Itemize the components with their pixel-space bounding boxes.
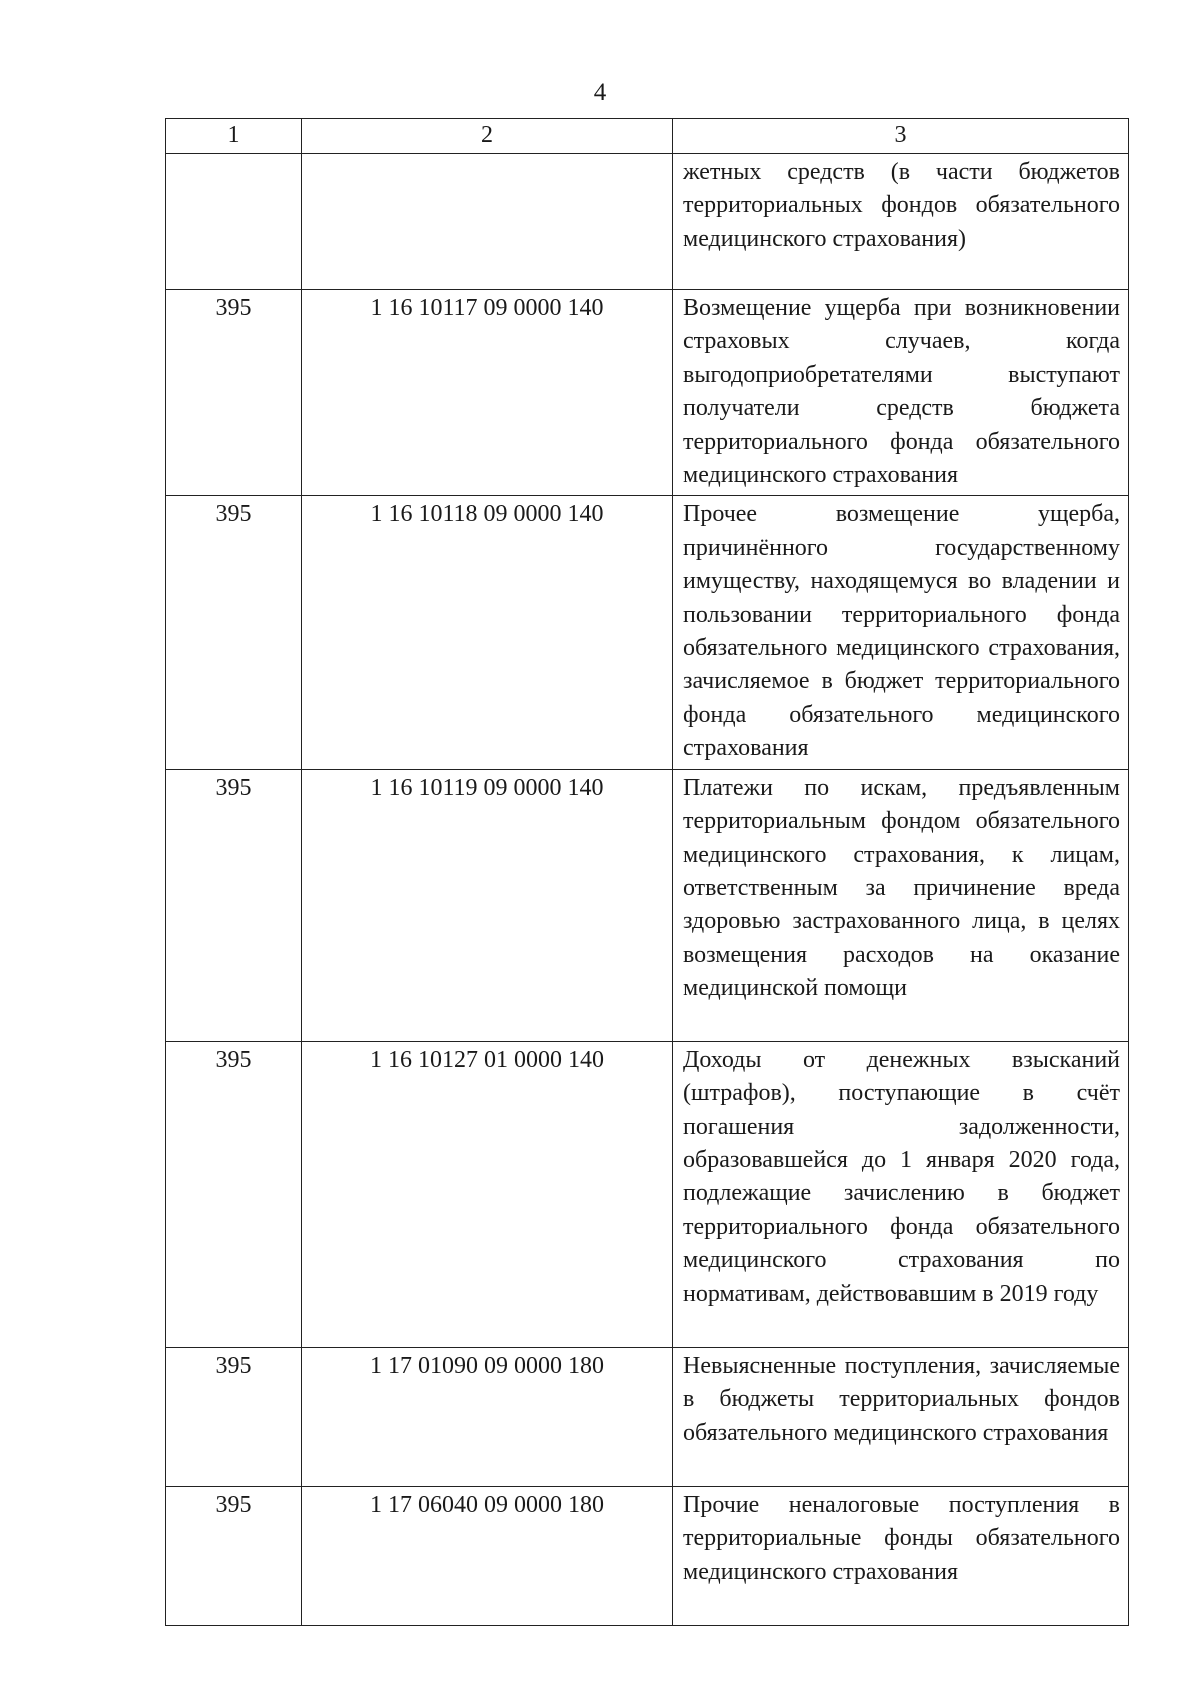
table-row	[166, 496, 1129, 769]
revenue-name-cell: Прочее возмещение ущерба, причинённого государственному имуществу, находящемуся во владении и пользовании территориального фонда обязательного медицинского страхования, зачисляемое в бюджет территориального фонда обязательного медицинского страхования	[673, 496, 1129, 769]
column-header-3: 3	[673, 119, 1129, 154]
column-header-2: 2	[302, 119, 673, 154]
page-number: 4	[593, 79, 607, 106]
admin-code-cell: 395	[166, 1041, 302, 1347]
revenue-name-cell: Прочие неналоговые поступления в территориальные фонды обязательного медицинского страхования	[673, 1486, 1129, 1625]
kbk-code-cell: 1 16 10119 09 0000 140	[302, 769, 673, 1041]
kbk-code-cell: 1 17 06040 09 0000 180	[302, 1486, 673, 1625]
admin-code-cell: 395	[166, 496, 302, 769]
column-header-1: 1	[166, 119, 302, 154]
kbk-code-cell: 1 16 10127 01 0000 140	[302, 1041, 673, 1347]
revenue-name-cell: Невыясненные поступления, зачисляемые в бюджеты территориальных фондов обязательного медицинского страхования	[673, 1347, 1129, 1486]
admin-code-cell: 395	[166, 1347, 302, 1486]
table-row	[166, 1041, 1129, 1347]
table-row	[166, 769, 1129, 1041]
admin-code-cell: 395	[166, 290, 302, 496]
table-row	[166, 154, 1129, 290]
kbk-code-cell: 1 17 01090 09 0000 180	[302, 1347, 673, 1486]
revenue-name-cell: Доходы от денежных взысканий (штрафов), поступающие в счёт погашения задолженности, образовавшейся до 1 января 2020 года, подлежащие зачислению в бюджет территориального фонда обязательного медицинского страхования по нормативам, действовавшим в 2019 году	[673, 1041, 1129, 1347]
admin-code-cell: 395	[166, 769, 302, 1041]
revenue-codes-table-container	[165, 118, 1128, 1626]
kbk-code-cell: 1 16 10118 09 0000 140	[302, 496, 673, 769]
table-header-row	[166, 119, 1129, 154]
revenue-name-cell: Платежи по искам, предъявленным территориальным фондом обязательного медицинского страхования, к лицам, ответственным за причинение вреда здоровью застрахованного лица, в целях возмещения расходов на оказание медицинской помощи	[673, 769, 1129, 1041]
revenue-name-cell: Возмещение ущерба при возникновении страховых случаев, когда выгодоприобретателями выступают получатели средств бюджета территориального фонда обязательного медицинского страхования	[673, 290, 1129, 496]
table-row	[166, 1486, 1129, 1625]
admin-code-cell	[166, 154, 302, 290]
table-row	[166, 1347, 1129, 1486]
revenue-name-cell: жетных средств (в части бюджетов территориальных фондов обязательного медицинского страхования)	[673, 154, 1129, 290]
kbk-code-cell: 1 16 10117 09 0000 140	[302, 290, 673, 496]
kbk-code-cell	[302, 154, 673, 290]
revenue-codes-table	[165, 118, 1129, 1626]
table-row	[166, 290, 1129, 496]
admin-code-cell: 395	[166, 1486, 302, 1625]
